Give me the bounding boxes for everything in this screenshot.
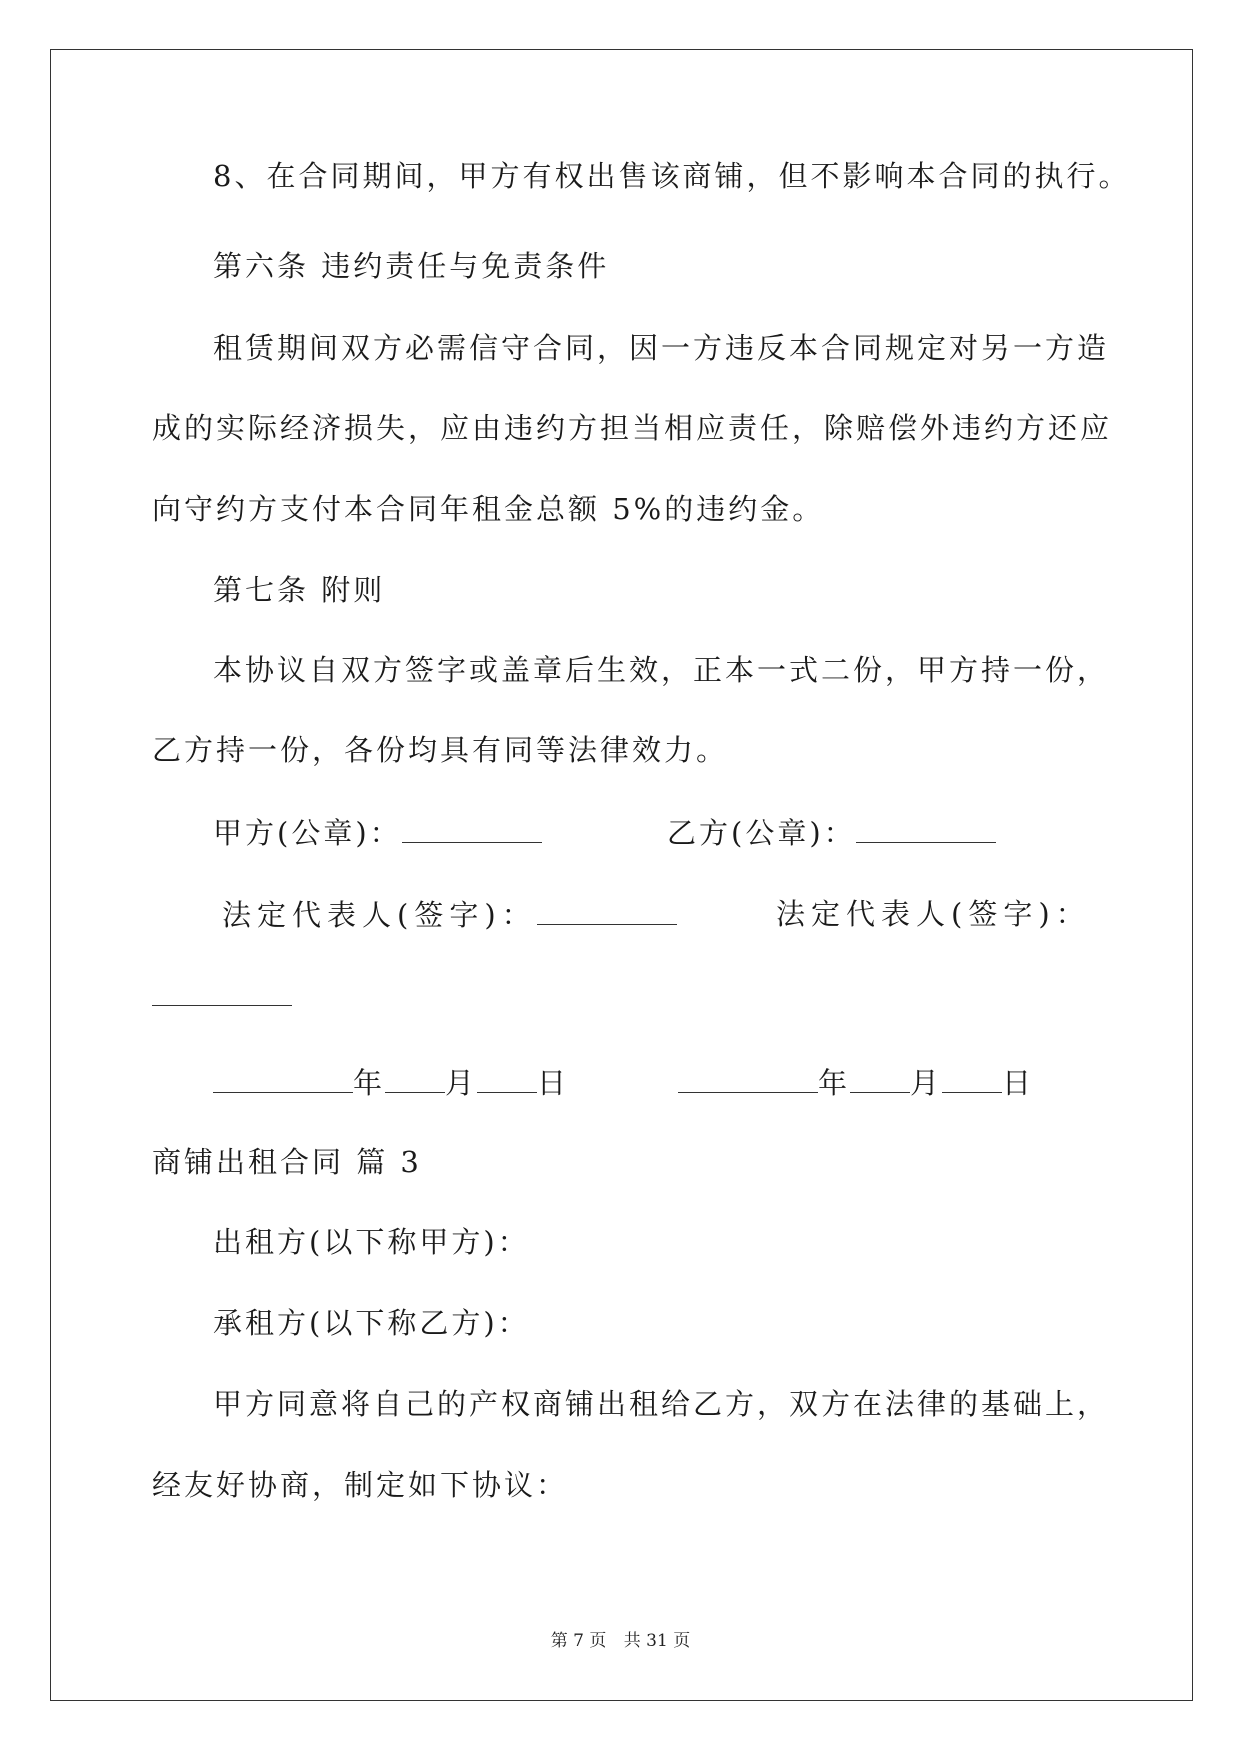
party-a-month-label: 月 — [445, 1066, 478, 1100]
article-6-text-line-3: 向守约方支付本合同年租金总额 5%的违约金。 — [152, 492, 825, 526]
party-b-seal-label: 乙方(公章)： — [667, 816, 856, 850]
party-b-year-label: 年 — [818, 1066, 851, 1100]
page-number-total: 共 31 页 — [623, 1631, 691, 1651]
party-a-seal-blank — [402, 812, 542, 843]
page-footer — [0, 1626, 1241, 1651]
party-a-seal-label: 甲方(公章)： — [213, 816, 402, 850]
party-b-year-blank — [678, 1062, 818, 1093]
party-b-month-label: 月 — [910, 1066, 943, 1100]
party-b-month-blank — [850, 1062, 910, 1093]
party-a-seal-row — [213, 812, 542, 853]
article-6-text-line-1: 租赁期间双方必需信守合同，因一方违反本合同规定对另一方造 — [213, 331, 1110, 365]
party-a-rep-label: 法定代表人(签字)： — [222, 898, 537, 932]
party-a-month-blank — [385, 1062, 445, 1093]
lessor-line: 出租方(以下称甲方)： — [213, 1225, 530, 1259]
party-a-day-blank — [477, 1062, 537, 1093]
party-a-year-blank — [213, 1062, 353, 1093]
article-7-text-line-1: 本协议自双方签字或盖章后生效，正本一式二份，甲方持一份， — [213, 653, 1110, 687]
section-3-text-line-2: 经友好协商，制定如下协议： — [152, 1468, 569, 1502]
page-border — [50, 49, 1193, 1701]
party-b-day-label: 日 — [1002, 1066, 1035, 1100]
party-a-date-row — [213, 1062, 569, 1103]
party-b-seal-row — [667, 812, 996, 853]
section-3-title: 商铺出租合同 篇 3 — [152, 1145, 422, 1179]
party-b-rep-blank-row — [152, 975, 292, 1016]
party-b-date-row — [678, 1062, 1034, 1103]
article-6-text-line-2: 成的实际经济损失，应由违约方担当相应责任，除赔偿外违约方还应 — [152, 411, 1113, 445]
clause-8: 8、在合同期间，甲方有权出售该商铺，但不影响本合同的执行。 — [213, 159, 1131, 193]
party-a-rep-row — [222, 894, 677, 935]
party-b-rep-label: 法定代表人(签字)： — [776, 897, 1091, 931]
party-b-rep-blank — [152, 975, 292, 1006]
party-b-day-blank — [942, 1062, 1002, 1093]
article-6-heading: 第六条 违约责任与免责条件 — [213, 249, 610, 283]
party-b-seal-blank — [856, 812, 996, 843]
article-7-heading: 第七条 附则 — [213, 573, 386, 607]
lessee-line: 承租方(以下称乙方)： — [213, 1306, 530, 1340]
section-3-text-line-1: 甲方同意将自己的产权商铺出租给乙方，双方在法律的基础上， — [213, 1387, 1110, 1421]
party-b-rep-row — [776, 894, 1091, 934]
page-number-current: 第 7 页 — [550, 1631, 607, 1651]
party-a-rep-blank — [537, 894, 677, 925]
article-7-text-line-2: 乙方持一份，各份均具有同等法律效力。 — [152, 733, 729, 767]
party-a-year-label: 年 — [353, 1066, 386, 1100]
party-a-day-label: 日 — [537, 1066, 570, 1100]
